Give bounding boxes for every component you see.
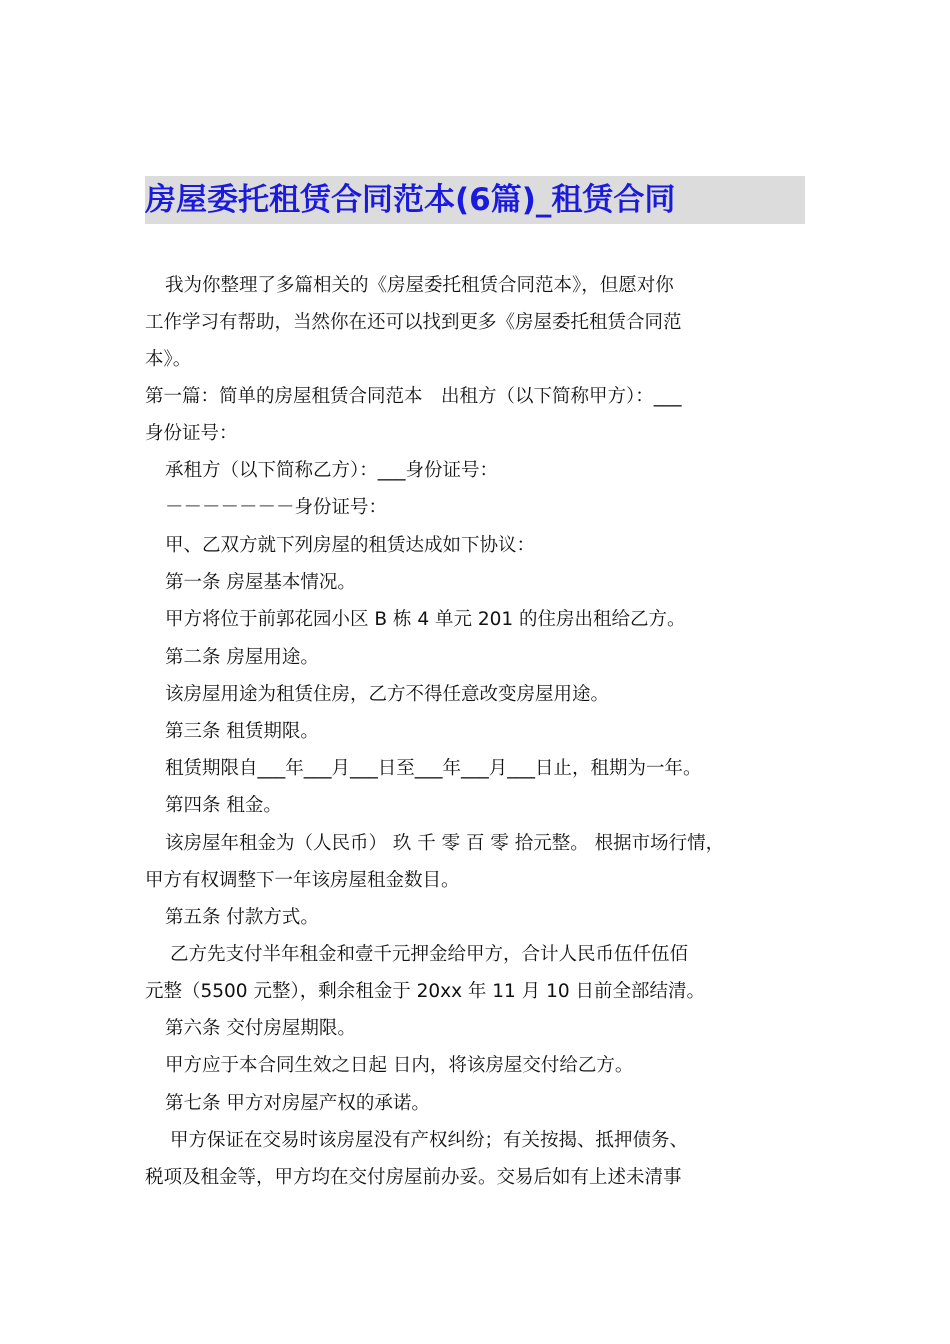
clause-heading: 第一条 房屋基本情况。	[165, 572, 356, 593]
paragraph-line: 元整（5500 元整），剩余租金于 20xx 年 11 月 10 日前全部结清。	[145, 981, 706, 1002]
paragraph-line: 承租方（以下简称乙方）：___身份证号：	[165, 460, 499, 481]
clause-heading: 第七条 甲方对房屋产权的承诺。	[165, 1093, 430, 1114]
paragraph-line: 该房屋年租金为（人民币） 玖 千 零 百 零 拾元整。 根据市场行情，	[165, 833, 725, 854]
paragraph-line: 甲方有权调整下一年该房屋租金数目。	[145, 870, 460, 891]
title-highlight	[145, 176, 805, 224]
paragraph-line: 甲方将位于前郭花园小区 B 栋 4 单元 201 的住房出租给乙方。	[165, 609, 686, 630]
paragraph-line: 乙方先支付半年租金和壹千元押金给甲方，合计人民币伍仟伍佰	[170, 944, 689, 965]
paragraph-line: 甲方保证在交易时该房屋没有产权纠纷；有关按揭、抵押债务、	[170, 1130, 689, 1151]
paragraph-line: 本》。	[145, 349, 192, 370]
paragraph-line: 我为你整理了多篇相关的《房屋委托租赁合同范本》，但愿对你	[165, 275, 674, 296]
clause-heading: 第六条 交付房屋期限。	[165, 1018, 356, 1039]
paragraph-line: 甲方应于本合同生效之日起 日内，将该房屋交付给乙方。	[165, 1055, 634, 1076]
clause-heading: 第三条 租赁期限。	[165, 721, 319, 742]
paragraph-line: 甲、乙双方就下列房屋的租赁达成如下协议：	[165, 535, 536, 556]
paragraph-line: 第一篇：简单的房屋租赁合同范本 出租方（以下简称甲方）：___	[145, 386, 682, 407]
paragraph-line: 税项及租金等，甲方均在交付房屋前办妥。交易后如有上述未清事	[145, 1167, 682, 1188]
clause-heading: 第四条 租金。	[165, 795, 282, 816]
paragraph-line: 工作学习有帮助，当然你在还可以找到更多《房屋委托租赁合同范	[145, 312, 682, 333]
paragraph-line: 租赁期限自___年___月___日至___年___月___日止，租期为一年。	[165, 758, 702, 779]
paragraph-line: －－－－－－－身份证号：	[165, 497, 388, 518]
clause-heading: 第二条 房屋用途。	[165, 647, 319, 668]
paragraph-line: 身份证号：	[145, 423, 238, 444]
clause-heading: 第五条 付款方式。	[165, 907, 319, 928]
paragraph-line: 该房屋用途为租赁住房，乙方不得任意改变房屋用途。	[165, 684, 610, 705]
document-title: 房屋委托租赁合同范本(6篇)_租赁合同	[145, 182, 676, 218]
